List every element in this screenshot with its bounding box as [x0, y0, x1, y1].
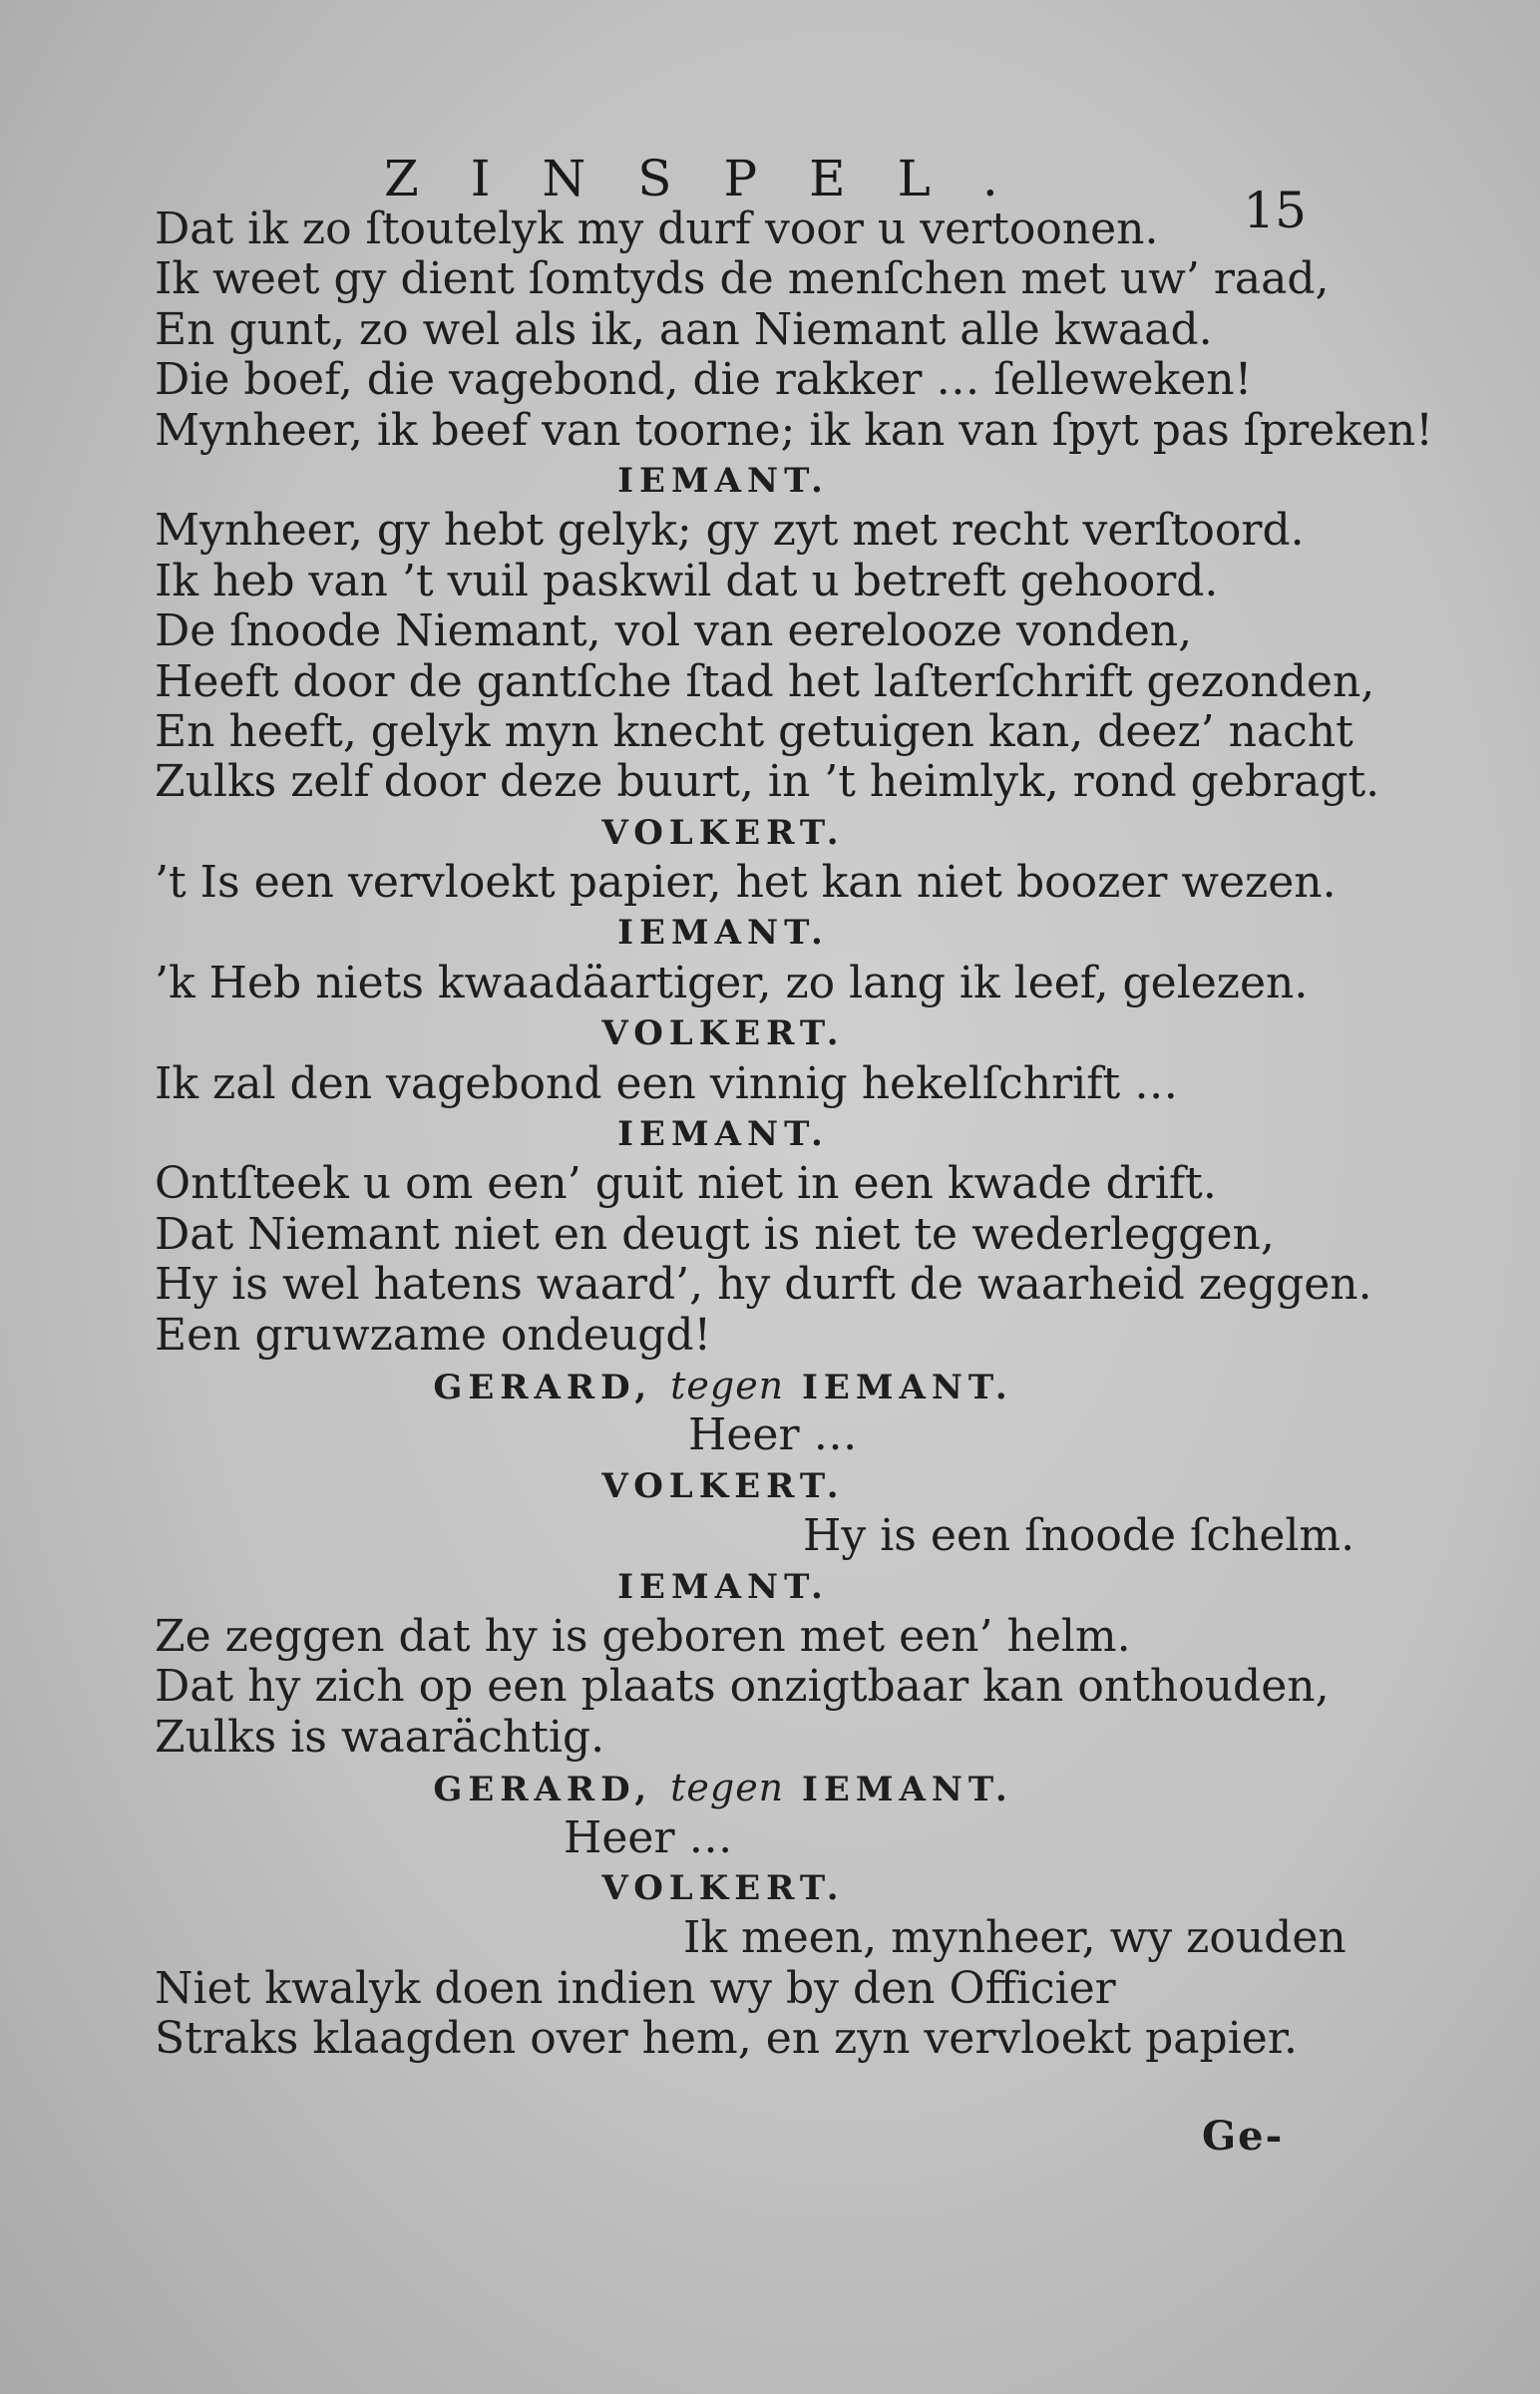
verse-line — [145, 606, 1302, 656]
verse-line — [145, 1410, 1302, 1460]
stage-direction: tegen — [670, 1766, 785, 1810]
verse-line — [145, 2014, 1302, 2064]
verse-line — [145, 505, 1305, 557]
verse-text: Dat hy zich op een plaats onzigtbaar kan onthouden, — [155, 1661, 1330, 1713]
verse-text: De ſnoode Niemant, vol van eerelooze vonden, — [155, 605, 1193, 657]
verse-text: Dat Niemant niet en deugt is niet te wederleggen, — [155, 1208, 1275, 1260]
speaker-name — [145, 1109, 1302, 1159]
speaker-name — [145, 1361, 1302, 1412]
verse-text: Zulks zelf door deze buurt, in ’t heimlyk, rond gebragt. — [155, 756, 1380, 808]
verse-text: Mynheer, ik beef van toorne; ik kan van ſpyt pas ſpreken! — [155, 404, 1433, 456]
verse-line — [145, 355, 1302, 405]
verse-line — [145, 1311, 1302, 1361]
speaker-name-part: IEMANT. — [617, 1566, 829, 1607]
verse-line — [145, 557, 1302, 606]
play-text — [145, 203, 1433, 2065]
verse-text: Ze zeggen dat hy is geboren met een’ helm. — [155, 1610, 1131, 1662]
verse-line — [145, 305, 1302, 355]
speaker-name-part: IEMANT. — [617, 460, 829, 501]
speaker-name-part: IEMANT. — [617, 913, 829, 954]
speaker-name-part: VOLKERT. — [601, 812, 845, 853]
verse-text: Die boef, die vagebond, die rakker … ſelleweken! — [155, 354, 1253, 406]
verse-line — [145, 655, 1375, 707]
speaker-heading — [145, 456, 1302, 506]
verse-line — [145, 1713, 1302, 1763]
verse-line — [145, 1510, 1355, 1562]
verse-line — [145, 1912, 1347, 1964]
speaker-name-part: IEMANT. — [617, 1114, 829, 1155]
speaker-heading — [145, 808, 1302, 858]
verse-line — [145, 705, 1353, 757]
speaker-name-part: GERARD, — [433, 1367, 653, 1407]
speaker-name — [145, 1008, 1302, 1058]
verse-text: Zulks is waarächtig. — [155, 1711, 605, 1763]
speaker-heading — [145, 1863, 1302, 1913]
running-title: ZINSPEL. — [384, 150, 1050, 207]
speaker-heading — [145, 1562, 1302, 1612]
speaker-name — [145, 908, 1302, 958]
speaker-heading — [145, 1109, 1302, 1159]
speaker-heading — [145, 908, 1302, 958]
speaker-name-part: VOLKERT. — [601, 1013, 845, 1054]
speaker-addressee: IEMANT. — [802, 1770, 1013, 1810]
verse-text: Ik meen, mynheer, wy zouden — [683, 1912, 1347, 1964]
verse-text: Heer … — [688, 1409, 858, 1461]
speaker-addressee: IEMANT. — [802, 1367, 1013, 1407]
verse-text: Hy is wel hatens waard’, hy durft de waarheid zeggen. — [155, 1259, 1372, 1311]
verse-line — [145, 1059, 1302, 1109]
speaker-heading — [145, 1763, 1302, 1812]
verse-text: Heer … — [564, 1811, 733, 1863]
speaker-name — [145, 1863, 1302, 1913]
verse-text: Straks klaagden over hem, en zyn vervloekt papier. — [155, 2013, 1298, 2065]
verse-text: Ontſteek u om een’ guit niet in een kwade drift. — [155, 1158, 1217, 1210]
verse-text: En heeft, gelyk myn knecht getuigen kan, deez’ nacht — [155, 705, 1353, 757]
speaker-name — [145, 808, 1302, 858]
verse-line — [145, 957, 1309, 1008]
verse-line — [145, 1612, 1302, 1662]
verse-text: En gunt, zo wel als ik, aan Niemant alle kwaad. — [155, 303, 1213, 355]
verse-line — [145, 1159, 1302, 1209]
verse-line — [145, 1259, 1372, 1311]
verse-line — [145, 253, 1330, 305]
verse-line — [145, 1964, 1302, 2014]
speaker-heading — [145, 1008, 1302, 1058]
verse-line — [145, 857, 1337, 909]
verse-text: Een gruwzame ondeugd! — [155, 1309, 712, 1361]
verse-text: Niet kwalyk doen indien wy by den Officier — [155, 1962, 1116, 2014]
speaker-name — [145, 1763, 1302, 1814]
verse-line — [145, 756, 1380, 808]
speaker-name-part: GERARD, — [433, 1770, 653, 1810]
verse-text: Ik weet gy dient ſomtyds de menſchen met uw’ raad, — [155, 253, 1330, 305]
verse-text: Ik heb van ’t vuil paskwil dat u betreft gehoord. — [155, 555, 1219, 606]
stage-direction: tegen — [670, 1363, 785, 1407]
verse-line — [145, 204, 1302, 254]
speaker-name-part: VOLKERT. — [601, 1867, 845, 1908]
verse-line — [145, 1813, 1302, 1863]
speaker-heading — [145, 1361, 1302, 1410]
verse-line — [145, 1210, 1302, 1260]
verse-text: ’t Is een vervloekt papier, het kan niet boozer wezen. — [155, 857, 1337, 909]
verse-line — [145, 404, 1433, 456]
verse-text: Mynheer, gy hebt gelyk; gy zyt met recht verſtoord. — [155, 505, 1305, 557]
verse-text: Heeft door de gantſche ſtad het laſterſchrift gezonden, — [155, 655, 1375, 707]
verse-text: Ik zal den vagebond een vinnig hekelſchrift … — [155, 1057, 1179, 1109]
page-number: 15 — [1243, 182, 1307, 239]
speaker-name — [145, 1461, 1302, 1511]
verse-line — [145, 1661, 1330, 1713]
verse-text: Hy is een ſnoode ſchelm. — [803, 1510, 1355, 1562]
catchword: Ge- — [1202, 2113, 1285, 2160]
speaker-name — [145, 456, 1302, 506]
speaker-name — [145, 1562, 1302, 1612]
verse-text: Dat ik zo ſtoutelyk my durf voor u vertoonen. — [155, 203, 1159, 254]
verse-text: ’k Heb niets kwaadäartiger, zo lang ik leef, gelezen. — [155, 957, 1309, 1008]
speaker-heading — [145, 1461, 1302, 1511]
speaker-name-part: VOLKERT. — [601, 1465, 845, 1506]
